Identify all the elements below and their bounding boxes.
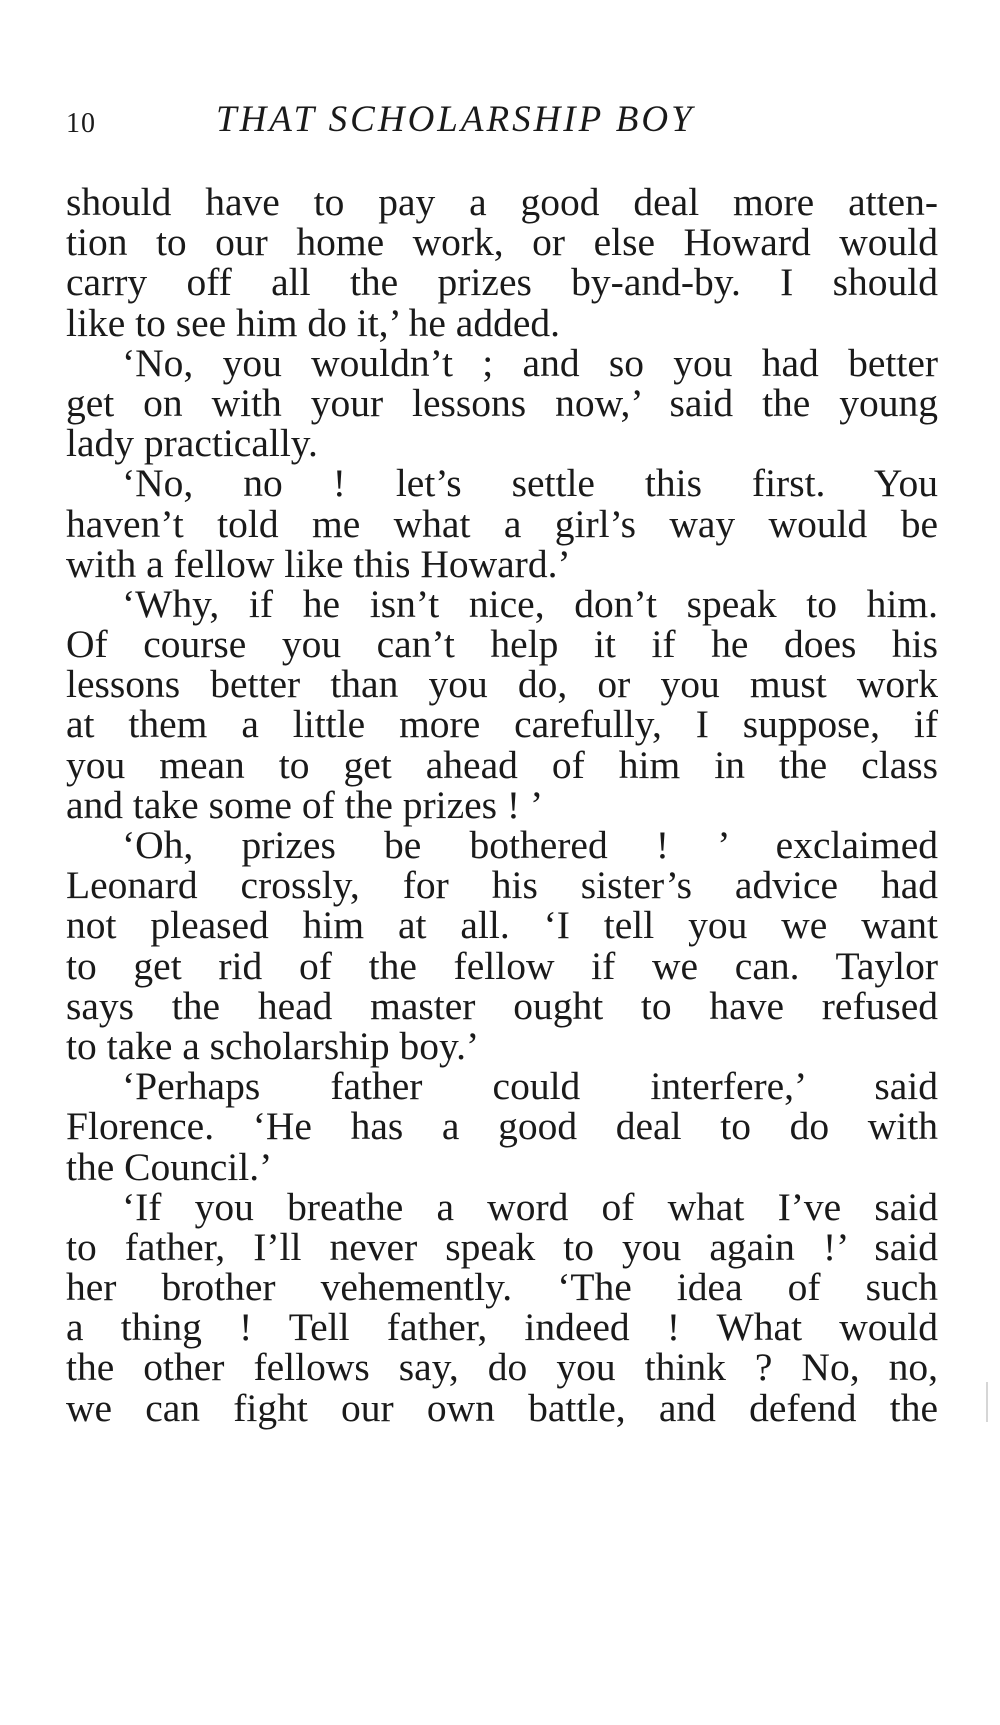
text-line: not pleased him at all. ‘I tell you we want [66, 903, 938, 948]
text-line: the other fellows say, do you think ? No, no, [66, 1345, 938, 1390]
text-line: to take a scholarship boy.’ [66, 1023, 480, 1068]
text-line: get on with your lessons now,’ said the young [66, 380, 938, 425]
running-header [66, 98, 936, 142]
text-line: ‘No, no ! let’s settle this first. You [122, 461, 938, 506]
running-title: THAT SCHOLARSHIP BOY [216, 99, 695, 140]
text-line: Leonard crossly, for his sister’s advice had [66, 863, 938, 908]
text-line: to father, I’ll never speak to you again !’ said [66, 1224, 938, 1269]
page-number: 10 [66, 108, 96, 139]
text-line: and take some of the prizes ! ’ [66, 782, 544, 827]
body-text [66, 182, 938, 1428]
page-edge-mark [986, 1382, 988, 1422]
text-line: ‘Oh, prizes be bothered ! ’ exclaimed [122, 823, 938, 867]
text-line: ‘No, you wouldn’t ; and so you had better [122, 340, 938, 385]
text-line: ‘If you breathe a word of what I’ve said [122, 1184, 938, 1229]
text-line: a thing ! Tell father, indeed ! What would [66, 1305, 938, 1350]
text-line: says the head master ought to have refused [66, 983, 938, 1028]
text-line: haven’t told me what a girl’s way would be [66, 501, 938, 546]
text-line: lessons better than you do, or you must work [66, 662, 938, 707]
text-line: should have to pay a good deal more atten- [66, 180, 938, 224]
text-line: we can fight our own battle, and defend the [66, 1385, 938, 1430]
text-line: lady practically. [66, 421, 318, 466]
text-line: you mean to get ahead of him in the class [66, 742, 938, 787]
text-line: tion to our home work, or else Howard would [66, 220, 938, 265]
text-line: with a fellow like this Howard.’ [66, 541, 571, 586]
text-line: ‘Why, if he isn’t nice, don’t speak to him. [122, 581, 938, 626]
text-line: at them a little more carefully, I suppose, if [66, 702, 938, 747]
text-line: Florence. ‘He has a good deal to do with [66, 1104, 938, 1149]
text-line: carry off all the prizes by-and-by. I should [66, 260, 938, 305]
text-line: to get rid of the fellow if we can. Taylor [66, 943, 938, 988]
text-line: Of course you can’t help it if he does his [66, 622, 938, 667]
text-line: the Council.’ [66, 1144, 273, 1189]
text-line: like to see him do it,’ he added. [66, 300, 560, 345]
text-line: ‘Perhaps father could interfere,’ said [122, 1064, 938, 1109]
text-line: her brother vehemently. ‘The idea of such [66, 1265, 938, 1310]
